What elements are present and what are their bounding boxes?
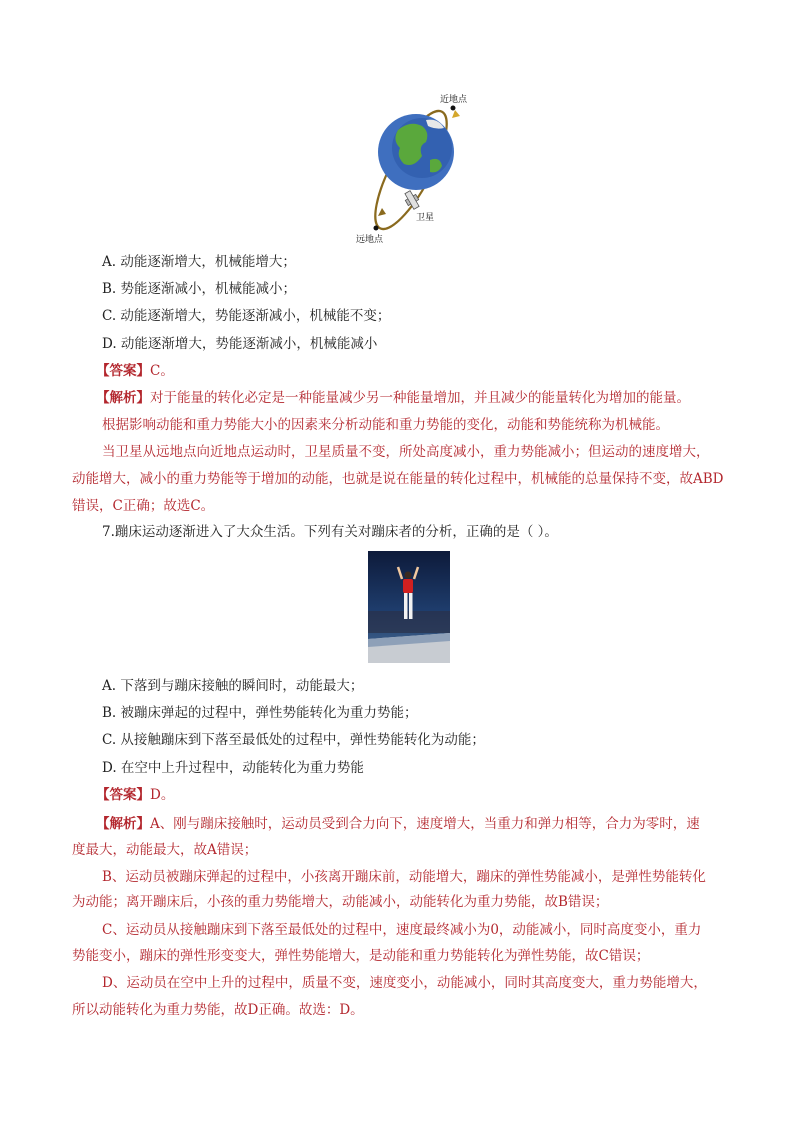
analysis-text: A、刚与蹦床接触时，运动员受到合力向下，速度增大，当重力和弹力相等，合力为零时，速 [150, 816, 700, 832]
q6-analysis-line-1 [96, 388, 690, 408]
q7-option-d: D. 在空中上升过程中，动能转化为重力势能 [102, 760, 364, 776]
q7-option-a: A. 下落到与蹦床接触的瞬间时，动能最大； [102, 678, 364, 694]
answer-value: D。 [150, 787, 175, 803]
perigee-point [451, 106, 456, 111]
answer-tag: 【答案】 [96, 787, 150, 803]
analysis-text: 对于能量的转化必定是一种能量减少另一种能量增加，并且减少的能量转化为增加的能量。 [150, 390, 690, 406]
q6-option-d: D. 动能逐渐增大，势能逐渐减小，机械能减小 [102, 336, 378, 352]
apogee-point [374, 226, 379, 231]
trampoline-photo [368, 551, 450, 663]
orbit-arrow-icon [452, 110, 460, 118]
analysis-tag: 【解析】 [96, 390, 150, 406]
q6-option-b: B. 势能逐渐减小，机械能减小； [102, 281, 297, 297]
q7-analysis-line-8: 所以动能转化为重力势能，故D正确。故选：D。 [72, 1002, 364, 1018]
q7-option-c: C. 从接触蹦床到下落至最低处的过程中，弹性势能转化为动能； [102, 732, 485, 748]
q7-analysis-line-2: 度最大，动能最大，故A错误； [72, 842, 258, 858]
q7-option-b: B. 被蹦床弹起的过程中，弹性势能转化为重力势能； [102, 705, 418, 721]
satellite-orbit-figure [356, 90, 476, 248]
q6-option-a: A. 动能逐渐增大，机械能增大； [102, 254, 296, 270]
q6-analysis-line-5: 错误，C正确；故选C。 [72, 498, 215, 514]
q7-analysis-line-4: 为动能；离开蹦床后，小孩的重力势能增大，动能减小，动能转化为重力势能，故B错误； [72, 894, 609, 910]
q7-question: 7.蹦床运动逐渐进入了大众生活。下列有关对蹦床者的分析，正确的是（ ）。 [102, 524, 558, 540]
perigee-label: 近地点 [440, 95, 468, 105]
satellite-label: 卫星 [416, 213, 435, 223]
q7-answer [96, 785, 174, 805]
answer-value: C。 [150, 363, 174, 379]
q7-analysis-line-7: D、运动员在空中上升的过程中，质量不变，速度变小，动能减小，同时其高度变大，重力势能增大， [102, 975, 707, 991]
answer-tag: 【答案】 [96, 363, 150, 379]
apogee-label: 远地点 [356, 235, 384, 245]
q7-analysis-line-6: 势能变小，蹦床的弹性形变变大，弹性势能增大，是动能和重力势能转化为弹性势能，故C错误； [72, 948, 650, 964]
q7-analysis-line-3: B、运动员被蹦床弹起的过程中，小孩离开蹦床前，动能增大，蹦床的弹性势能减小，是弹性势能转化 [102, 869, 706, 885]
q6-analysis-line-2: 根据影响动能和重力势能大小的因素来分析动能和重力势能的变化，动能和势能统称为机械能。 [102, 417, 669, 433]
q7-analysis-line-1 [96, 814, 700, 834]
q6-analysis-line-4: 动能增大，减小的重力势能等于增加的动能，也就是说在能量的转化过程中，机械能的总量保持不变，故ABD [72, 471, 724, 487]
q6-analysis-line-3: 当卫星从远地点向近地点运动时，卫星质量不变，所处高度减小，重力势能减小；但运动的速度增大， [102, 444, 710, 460]
q6-answer [96, 361, 174, 381]
q6-option-c: C. 动能逐渐增大，势能逐渐减小，机械能不变； [102, 308, 391, 324]
q7-analysis-line-5: C、运动员从接触蹦床到下落至最低处的过程中，速度最终减小为0，动能减小，同时高度变小，重力 [102, 922, 702, 938]
analysis-tag: 【解析】 [96, 816, 150, 832]
